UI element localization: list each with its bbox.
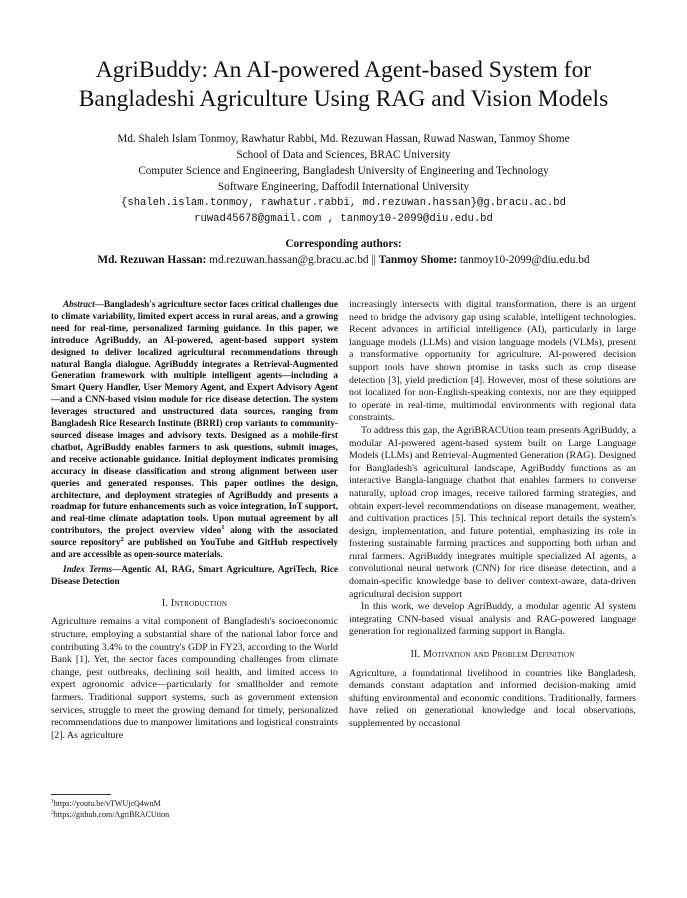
abstract-lead: Abstract	[63, 299, 95, 309]
index-terms-text: —Agentic AI, RAG, Smart Agriculture, AgriTech, Rice Disease Detection	[51, 563, 338, 586]
footnote-rule	[51, 794, 111, 795]
footnote-1	[51, 798, 338, 809]
author-emails-1: {shaleh.islam.tonmoy, rawhatur.rabbi, md.rezuwan.hassan}@g.bracu.ac.bd	[120, 197, 566, 209]
corresponding-name-2: Tanmoy Shome:	[378, 254, 458, 266]
footnotes	[51, 794, 338, 820]
paper-title	[30, 56, 657, 114]
corresponding-email-2: tanmoy10-2099@diu.edu.bd	[457, 254, 590, 266]
footnote-ref-1: 1	[221, 524, 225, 532]
footnote-ref-2: 2	[120, 536, 124, 544]
corresponding-authors	[20, 236, 667, 268]
corresponding-name-1: Md. Rezuwan Hassan:	[97, 254, 207, 266]
footnote-1-link[interactable]: https://youtu.be/vTWUjcQ4wnM	[53, 799, 161, 808]
index-terms-lead: Index Terms	[63, 563, 113, 574]
footnote-2	[51, 809, 338, 820]
abstract-text-3: are published on YouTube and GitHub respectively and are accessible as open-source materials.	[51, 537, 338, 560]
author-block	[20, 131, 667, 227]
footnote-1-mark: 1	[51, 798, 54, 805]
abstract-text: —Bangladesh's agriculture sector faces critical challenges due to climate variability, limited expert access in rural areas, and a growing need for real-time, personalized farming guidance. In this paper, we introduce AgriBuddy, an AI-powered, agent-based support system designed to deliver localized agricultural recommendations through natural Bangla dialogue. AgriBuddy integrates a Retrieval-Augmented Generation framework with multiple intelligent agents—including a Smart Query Handler, User Memory Agent, and Expert Advisory Agent—and a CNN-based vision module for rice disease detection. The system leverages structured and unstructured data sources, ranging from Bangladesh Rice Research Institute (BRRI) crop variants to community-sourced disease images and advisory texts. Designed as a mobile-first chatbot, AgriBuddy enables farmers to ask questions, submit images, and receive actionable guidance. Initial deployment indicates promising accuracy in disease classification and strong alignment between user queries and generated responses. This paper outlines the design, architecture, and deployment strategies of AgriBuddy and presents a roadmap for future enhancements such as voice integration, IoT support, and real-time climate adaptation tools. Upon mutual agreement by all contributors, the project overview video	[51, 299, 338, 536]
corresponding-email-1: md.rezuwan.hassan@g.bracu.ac.bd ||	[206, 254, 379, 266]
affiliation-3: Software Engineering, Daffodil International University	[217, 181, 470, 193]
section-heading-motivation: II. Motivation and Problem Definition	[410, 649, 575, 661]
intro-paragraph-2: To address this gap, the AgriBRACUtion team presents AgriBuddy, a modular AI-powered agent-based system built on Large Language Models (LLMs) and Retrieval-Augmented Generation (RAG). Designed for Bangladesh's agricultural landscape, AgriBuddy functions as an interactive Bangla-language chatbot that enables farmers to converse naturally, upload crop images, receive tailored farming strategies, and obtain expert-level recommendations on disease management, weather, and cultivation practices [5]. This technical report details the system's design, implementation, and future potential, emphasizing its role in fostering sustainable farming practices and supporting both urban and rural farmers. AgriBuddy integrates multiple specialized AI agents, a convolutional neural network (CNN) for rice disease detection, and a domain-specific knowledge base to deliver context-aware, data-driven agricultural decision support	[349, 424, 636, 600]
intro-paragraph-1-cont: increasingly intersects with digital transformation, there is an urgent need to bridge the advisory gap using scalable, intelligent technologies. Recent advances in artificial intelligence (AI), particularly in large language models (LLMs) and vision language models (VLMs), present a transformative opportunity for agriculture. AI-powered decision support tools have shown promise in tasks such as crop disease detection [3], yield prediction [4]. However, most of these solutions are not localized for non-English-speaking contexts, nor are they equipped to operate in real-time, multimodal environments with regional data constraints.	[349, 299, 636, 424]
author-emails-2: ruwad45678@gmail.com , tanmoy10-2099@diu.edu.bd	[194, 213, 493, 225]
intro-paragraph-3: In this work, we develop AgriBuddy, a modular agentic AI system integrating CNN-based visual analysis and RAG-powered language generation for regionalized farming support in Bangla.	[349, 601, 636, 638]
index-terms	[51, 564, 338, 588]
left-column	[51, 299, 338, 742]
motivation-paragraph-1: Agriculture, a foundational livelihood in countries like Bangladesh, demands constant adaptation and informed decision-making amid shifting environmental and economic conditions. Traditionally, farmers have relied on generational knowledge and local observations, supplemented by occasional	[349, 667, 636, 729]
section-heading-introduction: I. Introduction	[161, 597, 228, 609]
abstract-text-2: along with the associated source repository	[51, 525, 339, 548]
intro-paragraph-1: Agriculture remains a vital component of Bangladesh's socioeconomic structure, employing a substantial share of the national labor force and contributing 3.4% to the country's GDP in FY23, according to the World Bank [1]. Yet, the sector faces compounding challenges from climate change, pest outbreaks, declining soil health, and limited access to expert agronomic advice—particularly for smallholder and remote farmers. Traditional support systems, such as government extension services, struggle to meet the growing demand for timely, personalized recommendations due to manpower limitations and logistical constraints [2]. As agriculture	[51, 616, 338, 741]
title-line-1: AgriBuddy: An AI-powered Agent-based System for	[95, 57, 592, 83]
author-names: Md. Shaleh Islam Tonmoy, Rawhatur Rabbi, Md. Rezuwan Hassan, Ruwad Naswan, Tanmoy Shome	[117, 133, 570, 145]
title-line-2: Bangladeshi Agriculture Using RAG and Vision Models	[78, 86, 609, 112]
affiliation-2: Computer Science and Engineering, Bangladesh University of Engineering and Technology	[138, 165, 549, 177]
affiliation-1: School of Data and Sciences, BRAC University	[236, 149, 451, 161]
abstract	[51, 299, 338, 561]
footnote-2-link[interactable]: https://github.com/AgriBRACUtion	[53, 810, 170, 819]
right-column	[349, 299, 636, 731]
footnote-2-mark: 2	[51, 809, 54, 816]
corresponding-heading: Corresponding authors:	[285, 238, 402, 250]
